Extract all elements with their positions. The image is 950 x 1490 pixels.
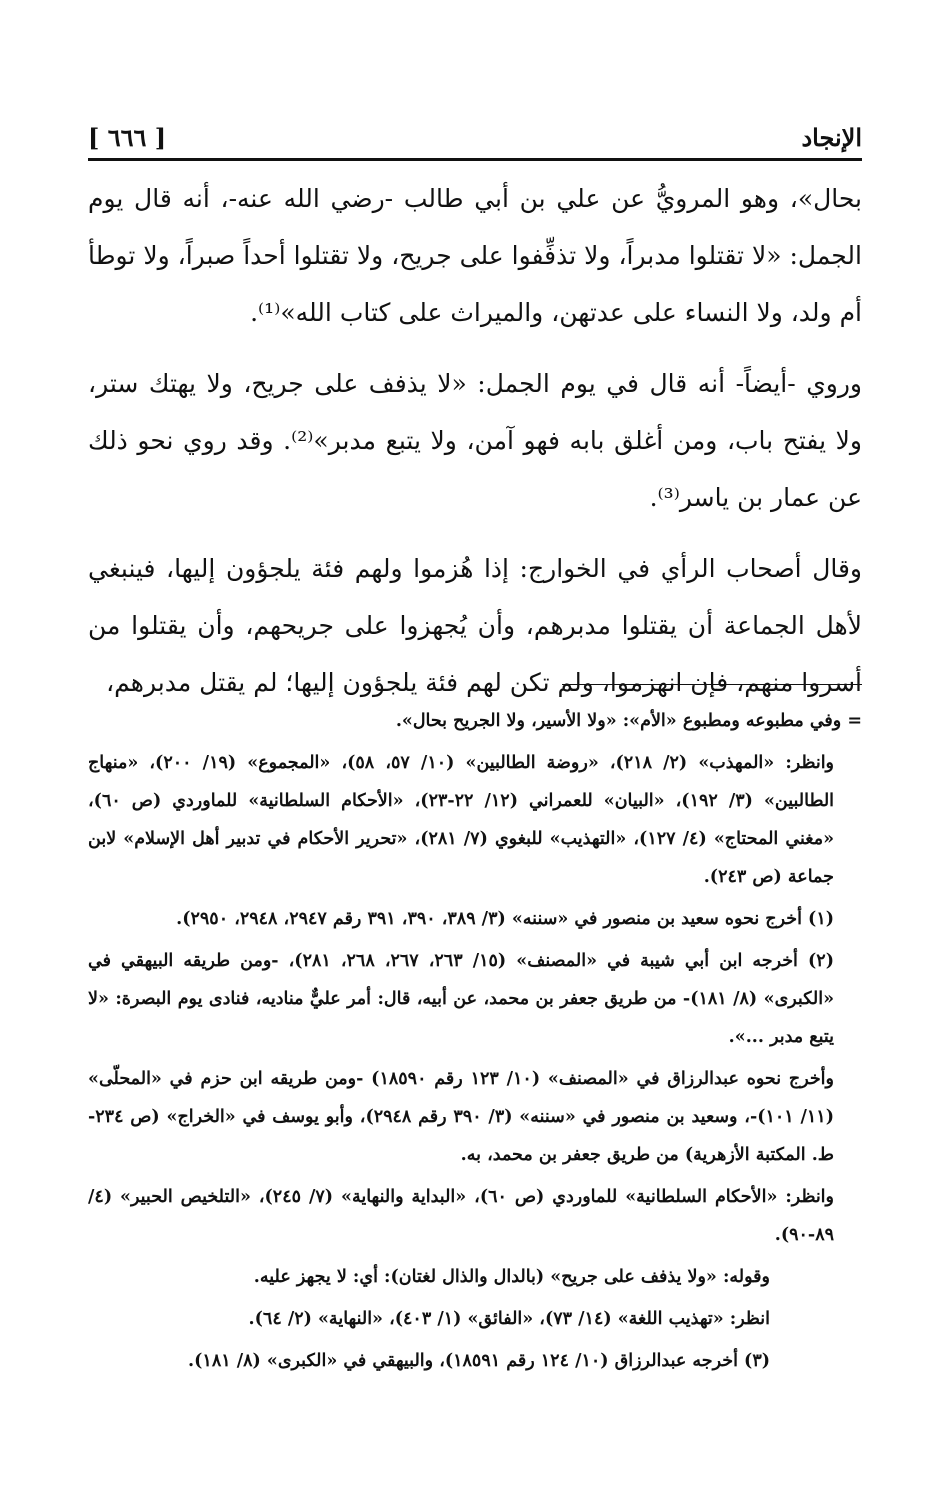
footnotes	[88, 702, 862, 1384]
footnote: = وفي مطبوعه ومطبوع «الأم»: «ولا الأسير، ولا الجريح بحال».	[395, 711, 862, 731]
footnote: وأخرج نحوه عبدالرزاق في «المصنف» (١٠/ ١٢٣ رقم ١٨٥٩٠) -ومن طريقه ابن حزم في «المحلّى» (١١/ ١٠١)-، وسعيد بن منصور في «سننه» (٣/ ٣٩٠ رقم ٢٩٤٨)، وأبو يوسف في «الخراج» (ص ٢٣٤- ط. المكتبة الأزهرية) من طريق جعفر بن محمد، به.	[88, 1069, 835, 1165]
paragraph: وقال أصحاب الرأي في الخوارج: إذا هُزموا ولهم فئة يلجؤون إليها، فينبغي لأهل الجماعة أن يقتلوا مدبرهم، وأن يُجهزوا على جريحهم، وأن يقتلوا من أسروا منهم، فإن انهزموا، ولم تكن لهم فئة يلجؤون إليها؛ لم يقتل مدبرهم،	[88, 554, 862, 697]
page-number: [ ٦٦٦ ]	[88, 123, 167, 152]
main-text	[88, 170, 862, 725]
footnote: وقوله: «ولا يذفف على جريح» (بالدال والذال لغتان): أي: لا يجهز عليه.	[253, 1267, 770, 1287]
footnote: انظر: «تهذيب اللغة» (١٤/ ٧٣)، «الفائق» (١/ ٤٠٣)، «النهاية» (٢/ ٦٤).	[248, 1309, 770, 1329]
footnote-separator	[562, 684, 862, 685]
footnote: وانظر: «المهذب» (٢/ ٢١٨)، «روضة الطالبين» (١٠/ ٥٧، ٥٨)، «المجموع» (١٩/ ٢٠٠)، «منهاج الطالبين» (٣/ ١٩٢)، «البيان» للعمراني (١٢/ ٢٢-٢٣)، «الأحكام السلطانية» للماوردي (ص ٦٠)، «مغني المحتاج» (٤/ ١٢٧)، «التهذيب» للبغوي (٧/ ٢٨١)، «تحرير الأحكام في تدبير أهل الإسلام» لابن جماعة (ص ٢٤٣).	[88, 753, 835, 887]
paragraph: بحال»، وهو المرويُّ عن علي بن أبي طالب -رضي الله عنه-، أنه قال يوم الجمل: «لا تقتلوا مدبراً، ولا تذفِّفوا على جريح، ولا تقتلوا أحداً صبراً، ولا توطأ أم ولد، ولا النساء على عدتهن، والميراث على كتاب الله»⁽¹⁾.	[88, 184, 862, 327]
running-header	[88, 108, 862, 161]
footnote: (٣) أخرجه عبدالرزاق (١٠/ ١٢٤ رقم ١٨٥٩١)، والبيهقي في «الكبرى» (٨/ ١٨١).	[188, 1351, 770, 1371]
footnote: وانظر: «الأحكام السلطانية» للماوردي (ص ٦٠)، «البداية والنهاية» (٧/ ٢٤٥)، «التلخيص الحبير» (٤/ ٨٩-٩٠).	[88, 1187, 834, 1245]
footnote: (٢) أخرجه ابن أبي شيبة في «المصنف» (١٥/ ٢٦٣، ٢٦٧، ٢٦٨، ٢٨١)، -ومن طريقه البيهقي في «الكبرى» (٨/ ١٨١)- من طريق جعفر بن محمد، عن أبيه، قال: أمر عليٌّ مناديه، فنادى يوم البصرة: «لا يتبع مدبر ...».	[88, 951, 835, 1047]
footnote: (١) أخرج نحوه سعيد بن منصور في «سننه» (٣/ ٣٨٩، ٣٩٠، ٣٩١ رقم ٢٩٤٧، ٢٩٤٨، ٢٩٥٠).	[176, 909, 834, 929]
book-title: الإنجاد	[801, 123, 862, 152]
paragraph: وروي -أيضاً- أنه قال في يوم الجمل: «لا يذفف على جريح، ولا يهتك ستر، ولا يفتح باب، ومن أغلق بابه فهو آمن، ولا يتبع مدبر»⁽²⁾. وقد روي نحو ذلك عن عمار بن ياسر⁽³⁾.	[88, 369, 862, 512]
